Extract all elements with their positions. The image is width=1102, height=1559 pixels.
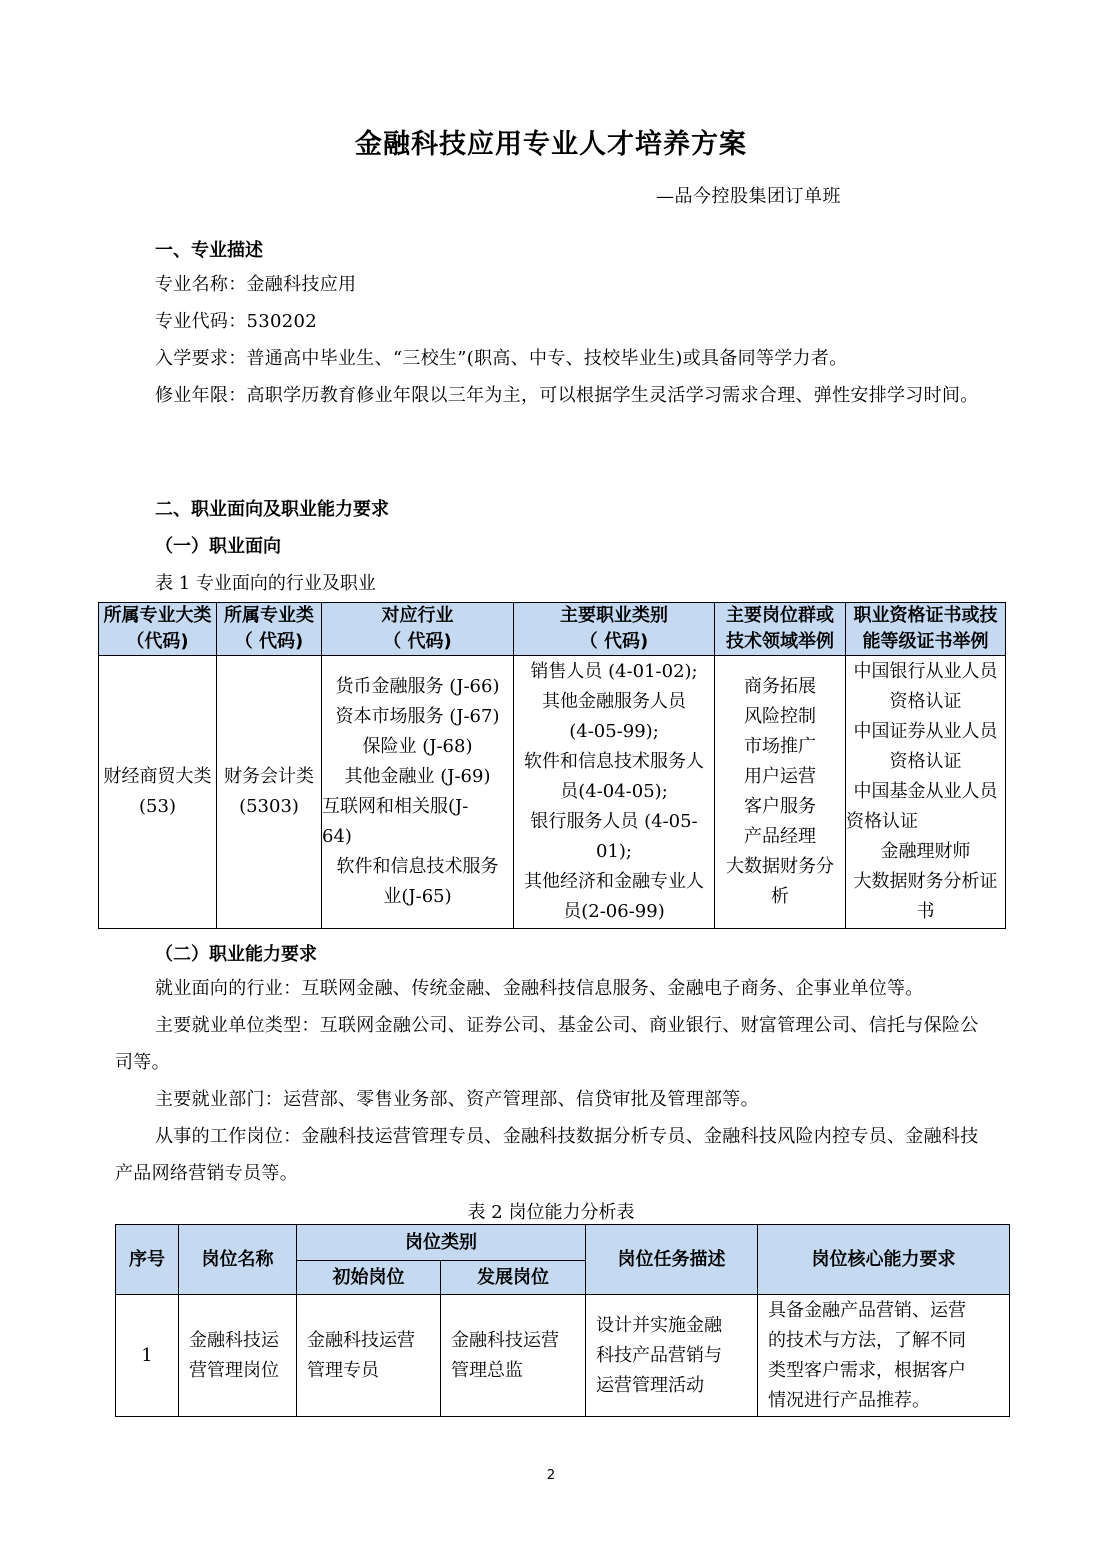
table-row xyxy=(116,1295,1010,1417)
table1-header-cell: 对应行业 （ 代码) xyxy=(322,603,514,656)
major-class-cell: 财务会计类 (5303) xyxy=(217,656,322,929)
subsection2-heading: （二）职业能力要求 xyxy=(155,944,317,965)
section2-heading: 二、职业面向及职业能力要求 xyxy=(155,499,389,520)
initial-position-cell: 金融科技运营 管理专员 xyxy=(297,1295,441,1417)
core-ability-cell: 具备金融产品营销、运营 的技术与方法，了解不同 类型客户需求，根据客户 情况进行产品推荐。 xyxy=(758,1295,1010,1417)
header-position-category: 岗位类别 xyxy=(297,1225,586,1261)
study-duration: 修业年限：高职学历教育修业年限以三年为主，可以根据学生灵活学习需求合理、弹性安排学习时间。 xyxy=(155,385,979,406)
occupation-category-cell: 销售人员 (4-01-02); 其他金融服务人员 (4-05-99); 软件和信息技术服务人 员(4-04-05); 银行服务人员 (4-05- 01); 其他经济和金融专业人 员(2-06-99) xyxy=(514,656,715,929)
document-title: 金融科技应用专业人才培养方案 xyxy=(355,129,747,160)
develop-position-cell: 金融科技运营 管理总监 xyxy=(441,1295,586,1417)
table1-header-cell: 所属专业类 （ 代码) xyxy=(217,603,322,656)
table1-header-cell: 主要职业类别 （ 代码) xyxy=(514,603,715,656)
industry-cell: 货币金融服务 (J-66) 资本市场服务 (J-67) 保险业 (J-68) 其他金融业 (J-69) 互联网和相关服(J- 64) 软件和信息技术服务 业(J-65) xyxy=(322,656,514,929)
table1-header-cell: 所属专业大类 （代码) xyxy=(99,603,217,656)
header-no: 序号 xyxy=(116,1225,179,1295)
task-description-cell: 设计并实施金融 科技产品营销与 运营管理活动 xyxy=(586,1295,758,1417)
position-group-cell: 商务拓展 风险控制 市场推广 用户运营 客户服务 产品经理 大数据财务分 析 xyxy=(715,656,846,929)
table2-header-row xyxy=(116,1225,1010,1261)
section1-heading: 一、专业描述 xyxy=(155,240,263,261)
table1-header-cell: 主要岗位群或 技术领域举例 xyxy=(715,603,846,656)
header-task: 岗位任务描述 xyxy=(586,1225,758,1295)
table1-header-cell: 职业资格证书或技 能等级证书举例 xyxy=(846,603,1006,656)
major-code: 专业代码：530202 xyxy=(155,311,318,332)
table1-header-row xyxy=(99,603,1006,656)
subsection1-heading: （一）职业面向 xyxy=(155,536,281,557)
career-orientation-table xyxy=(98,602,1006,929)
row-number: 1 xyxy=(116,1295,179,1417)
table1-row xyxy=(99,656,1006,929)
admission-requirement: 入学要求：普通高中毕业生、“三校生”(职高、中专、技校毕业生)或具备同等学力者。 xyxy=(155,348,848,369)
page-number: 2 xyxy=(546,1468,556,1483)
certificate-cell: 中国银行从业人员 资格认证 中国证券从业人员 资格认证 中国基金从业人员 资格认证 金融理财师 大数据财务分析证 书 xyxy=(846,656,1006,929)
table2-caption: 表 2 岗位能力分析表 xyxy=(467,1202,635,1223)
major-category-cell: 财经商贸大类 (53) xyxy=(99,656,217,929)
table1-caption: 表 1 专业面向的行业及职业 xyxy=(155,573,376,594)
departments-text: 主要就业部门：运营部、零售业务部、资产管理部、信贷审批及管理部等。 xyxy=(155,1089,759,1110)
header-initial-position: 初始岗位 xyxy=(297,1261,441,1295)
position-ability-table xyxy=(115,1224,1010,1417)
header-develop-position: 发展岗位 xyxy=(441,1261,586,1295)
major-name: 专业名称：金融科技应用 xyxy=(155,274,357,295)
header-position-name: 岗位名称 xyxy=(179,1225,297,1295)
industry-text: 就业面向的行业：互联网金融、传统金融、金融科技信息服务、金融电子商务、企事业单位等。 xyxy=(155,978,924,999)
document-subtitle: —品今控股集团订单班 xyxy=(656,186,841,207)
header-core-ability: 岗位核心能力要求 xyxy=(758,1225,1010,1295)
employer-types-text: 主要就业单位类型：互联网金融公司、证券公司、基金公司、商业银行、财富管理公司、信托与保险公司等。 xyxy=(115,1015,979,1073)
positions-text: 从事的工作岗位：金融科技运营管理专员、金融科技数据分析专员、金融科技风险内控专员、金融科技产品网络营销专员等。 xyxy=(115,1126,979,1184)
position-name-cell: 金融科技运 营管理岗位 xyxy=(179,1295,297,1417)
